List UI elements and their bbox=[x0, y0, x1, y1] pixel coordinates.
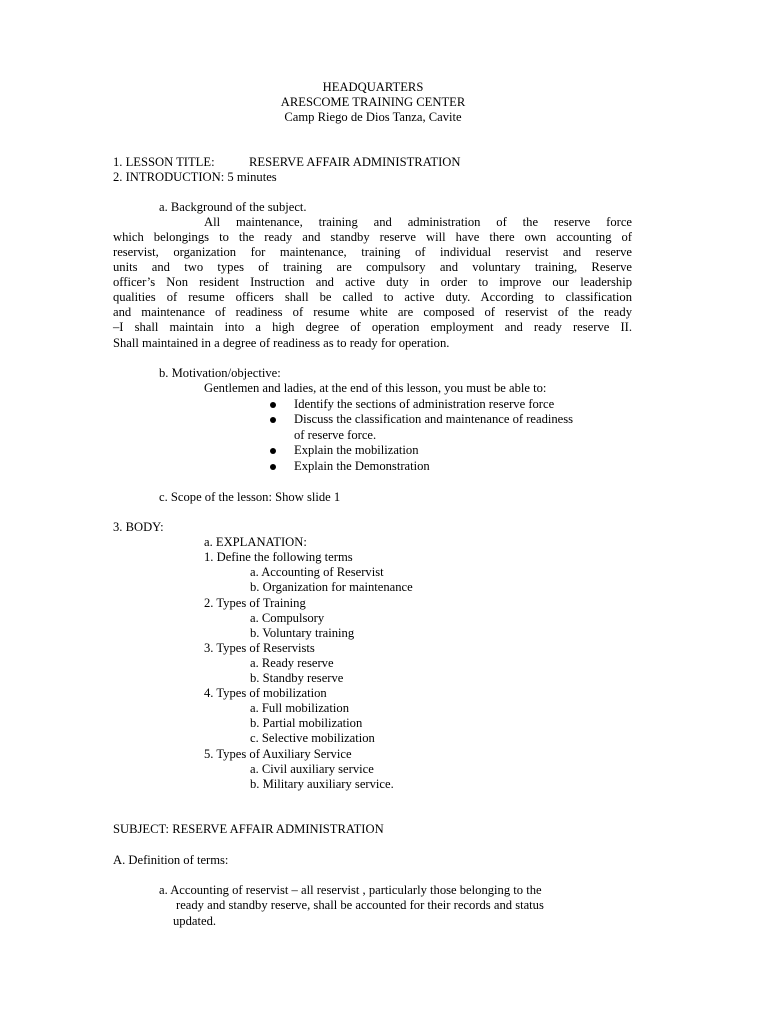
background-line: –I shall maintain into a high degree of operation employment and ready reserve II. bbox=[113, 320, 632, 334]
bullet-icon bbox=[270, 448, 276, 454]
outline-item: 1. Define the following terms bbox=[204, 550, 353, 564]
outline-subitem: b. Voluntary training bbox=[250, 626, 355, 640]
outline-item: 3. Types of Reservists bbox=[204, 641, 315, 655]
definition-line: a. Accounting of reservist – all reservist , particularly those belonging to the bbox=[159, 883, 542, 897]
outline-subitem: b. Partial mobilization bbox=[250, 716, 363, 730]
body-heading: 3. BODY: bbox=[113, 520, 164, 534]
motivation-heading: b. Motivation/objective: bbox=[159, 366, 281, 380]
header-line-1: HEADQUARTERS bbox=[322, 80, 424, 94]
introduction-line: 2. INTRODUCTION: 5 minutes bbox=[113, 170, 277, 184]
lesson-title-label: 1. LESSON TITLE: bbox=[113, 155, 215, 169]
background-line: All maintenance, training and administration of the reserve force bbox=[204, 215, 632, 229]
explanation-heading: a. EXPLANATION: bbox=[204, 535, 307, 549]
outline-item: 4. Types of mobilization bbox=[204, 686, 327, 700]
objective-item: Explain the Demonstration bbox=[294, 459, 430, 473]
outline-subitem: a. Ready reserve bbox=[250, 656, 334, 670]
outline-subitem: c. Selective mobilization bbox=[250, 731, 375, 745]
motivation-intro: Gentlemen and ladies, at the end of this lesson, you must be able to: bbox=[204, 381, 547, 395]
subject-line: SUBJECT: RESERVE AFFAIR ADMINISTRATION bbox=[113, 822, 384, 836]
outline-subitem: a. Full mobilization bbox=[250, 701, 349, 715]
objective-item: Discuss the classification and maintenance of readiness bbox=[294, 412, 574, 426]
background-line: Shall maintained in a degree of readiness as to ready for operation. bbox=[113, 336, 450, 350]
background-line: qualities of resume officers shall be called to active duty. According to classification bbox=[113, 290, 632, 304]
background-line: officer’s Non resident Instruction and active duty in order to improve our leadership bbox=[113, 275, 632, 289]
scope-line: c. Scope of the lesson: Show slide 1 bbox=[159, 490, 341, 504]
definition-heading: A. Definition of terms: bbox=[113, 853, 229, 867]
bullet-icon bbox=[270, 402, 276, 408]
objective-item-continued: of reserve force. bbox=[294, 428, 377, 442]
header-line-3: Camp Riego de Dios Tanza, Cavite bbox=[284, 110, 462, 124]
outline-item: 2. Types of Training bbox=[204, 596, 306, 610]
header-line-2: ARESCOME TRAINING CENTER bbox=[280, 95, 466, 109]
objective-item: Explain the mobilization bbox=[294, 443, 419, 457]
outline-subitem: b. Military auxiliary service. bbox=[250, 777, 394, 791]
background-line: reservist, organization for maintenance, training of individual reservist and reserve bbox=[113, 245, 632, 259]
outline-subitem: a. Civil auxiliary service bbox=[250, 762, 374, 776]
background-line: which belongings to the ready and standby reserve will have there own accounting of bbox=[113, 230, 632, 244]
bullet-icon bbox=[270, 464, 276, 470]
background-heading: a. Background of the subject. bbox=[159, 200, 307, 214]
bullet-icon bbox=[270, 417, 276, 423]
definition-line: ready and standby reserve, shall be accounted for their records and status bbox=[176, 898, 544, 912]
outline-subitem: b. Organization for maintenance bbox=[250, 580, 413, 594]
objective-item: Identify the sections of administration reserve force bbox=[294, 397, 555, 411]
outline-subitem: a. Accounting of Reservist bbox=[250, 565, 384, 579]
lesson-title-value: RESERVE AFFAIR ADMINISTRATION bbox=[249, 155, 461, 169]
definition-line: updated. bbox=[173, 914, 217, 928]
background-line: and maintenance of readiness of resume white are composed of reservist of the ready bbox=[113, 305, 632, 319]
outline-subitem: a. Compulsory bbox=[250, 611, 325, 625]
outline-item: 5. Types of Auxiliary Service bbox=[204, 747, 352, 761]
background-line: units and two types of training are compulsory and voluntary training, Reserve bbox=[113, 260, 632, 274]
outline-subitem: b. Standby reserve bbox=[250, 671, 344, 685]
